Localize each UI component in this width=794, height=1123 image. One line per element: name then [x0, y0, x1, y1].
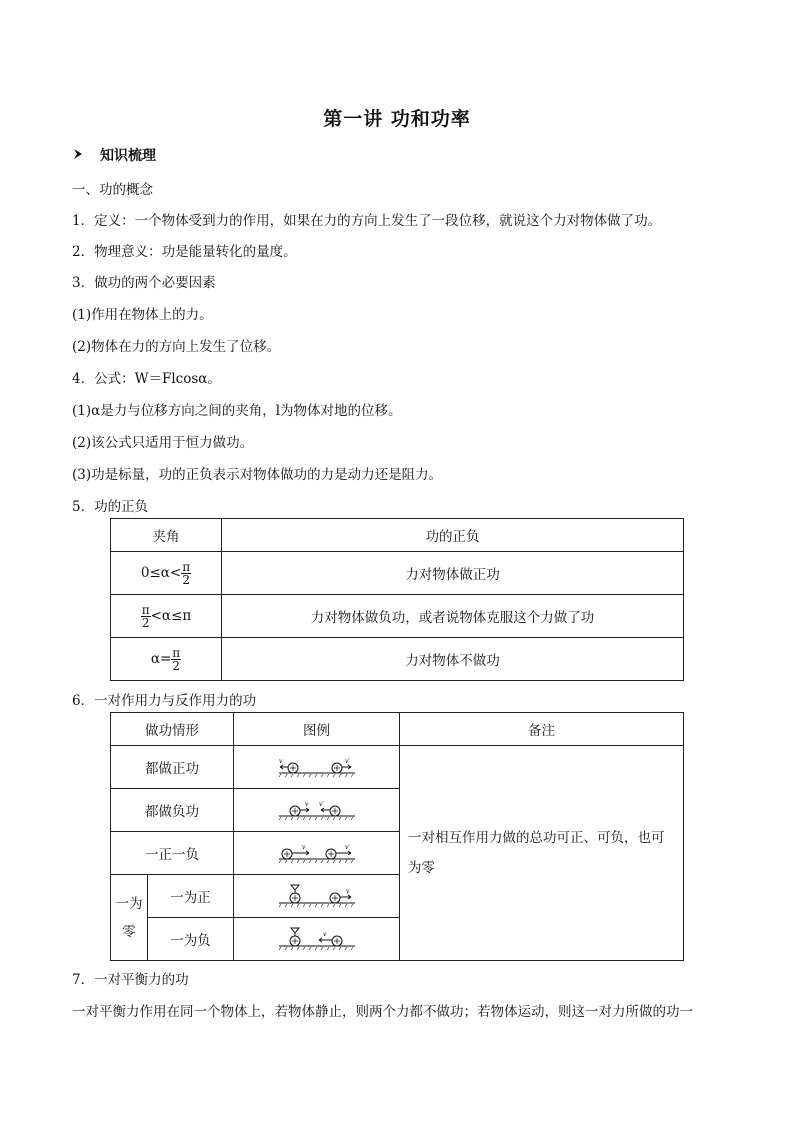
text-line: 3．做功的两个必要因素 [72, 275, 216, 291]
table-header: 功的正负 [222, 519, 684, 552]
case-cell: 都做正功 [111, 746, 234, 789]
svg-text:v: v [278, 758, 282, 765]
angle-cell: α= $\frac{\pi}{2}$ [111, 638, 222, 681]
text-line: 5．功的正负 [72, 499, 149, 515]
text-line: 一对平衡力作用在同一个物体上，若物体静止，则两个力都不做功；若物体运动，则这一对力所做的功一 [72, 1004, 693, 1020]
text-line: (2)该公式只适用于恒力做功。 [72, 435, 254, 451]
one-positive-diagram [277, 884, 357, 908]
arrow-bullet-icon [72, 148, 90, 164]
page-title: 第一讲 功和功率 [323, 108, 471, 130]
case-cell: 一正一负 [111, 832, 234, 875]
one-negative-diagram [277, 927, 357, 951]
svg-text:v: v [345, 888, 349, 895]
svg-text:v: v [304, 801, 308, 808]
section-heading [72, 145, 156, 165]
diagram-cell [234, 832, 400, 875]
text-line: 1．定义：一个物体受到力的作用，如果在力的方向上发生了一段位移，就说这个力对物体做了功。 [72, 213, 662, 229]
text-line: (2)物体在力的方向上发生了位移。 [72, 339, 281, 355]
result-cell: 力对物体做负功，或者说物体克服这个力做了功 [222, 595, 684, 638]
table-row [111, 552, 684, 595]
both-positive-diagram [277, 756, 357, 778]
section-heading-text: 知识梳理 [100, 148, 156, 164]
text-line: (1)作用在物体上的力。 [72, 307, 213, 323]
diagram-cell [234, 746, 400, 789]
merged-case-cell: 一为零 [111, 875, 148, 961]
svg-text:v′: v′ [318, 801, 324, 808]
result-cell: 力对物体不做功 [222, 638, 684, 681]
diagram-cell [234, 875, 400, 918]
text-line: 一、功的概念 [72, 182, 153, 198]
table-row [111, 746, 684, 789]
work-sign-table [110, 518, 684, 681]
text-line: 7．一对平衡力的功 [72, 972, 189, 988]
table-header: 图例 [234, 713, 400, 746]
svg-text:v′: v′ [344, 758, 350, 765]
text-line: 4．公式：W＝Flcosα。 [72, 371, 221, 387]
both-negative-diagram [277, 799, 357, 821]
result-cell: 力对物体做正功 [222, 552, 684, 595]
angle-cell: $\frac{\pi}{2}$ <α≤π [111, 595, 222, 638]
text-line: 6．一对作用力与反作用力的功 [72, 693, 257, 709]
diagram-cell [234, 918, 400, 961]
remark-cell: 一对相互作用力做的总功可正、可负，也可为零 [400, 746, 684, 961]
case-cell: 一为正 [148, 875, 234, 918]
one-positive-one-negative-diagram [277, 842, 357, 864]
angle-cell: 0≤α< $\frac{\pi}{2}$ [111, 552, 222, 595]
action-reaction-table [110, 712, 684, 961]
table-header: 做功情形 [111, 713, 234, 746]
svg-text:v′: v′ [344, 844, 350, 851]
table-row [111, 595, 684, 638]
text-line: (1)α是力与位移方向之间的夹角，l为物体对地的位移。 [72, 403, 402, 419]
svg-text:v: v [301, 844, 305, 851]
case-cell: 一为负 [148, 918, 234, 961]
case-cell: 都做负功 [111, 789, 234, 832]
table-row [111, 638, 684, 681]
text-line: (3)功是标量，功的正负表示对物体做功的力是动力还是阻力。 [72, 467, 443, 483]
table-header: 备注 [400, 713, 684, 746]
table-header: 夹角 [111, 519, 222, 552]
diagram-cell [234, 789, 400, 832]
text-line: 2．物理意义：功是能量转化的量度。 [72, 244, 297, 260]
svg-text:v: v [322, 931, 326, 938]
